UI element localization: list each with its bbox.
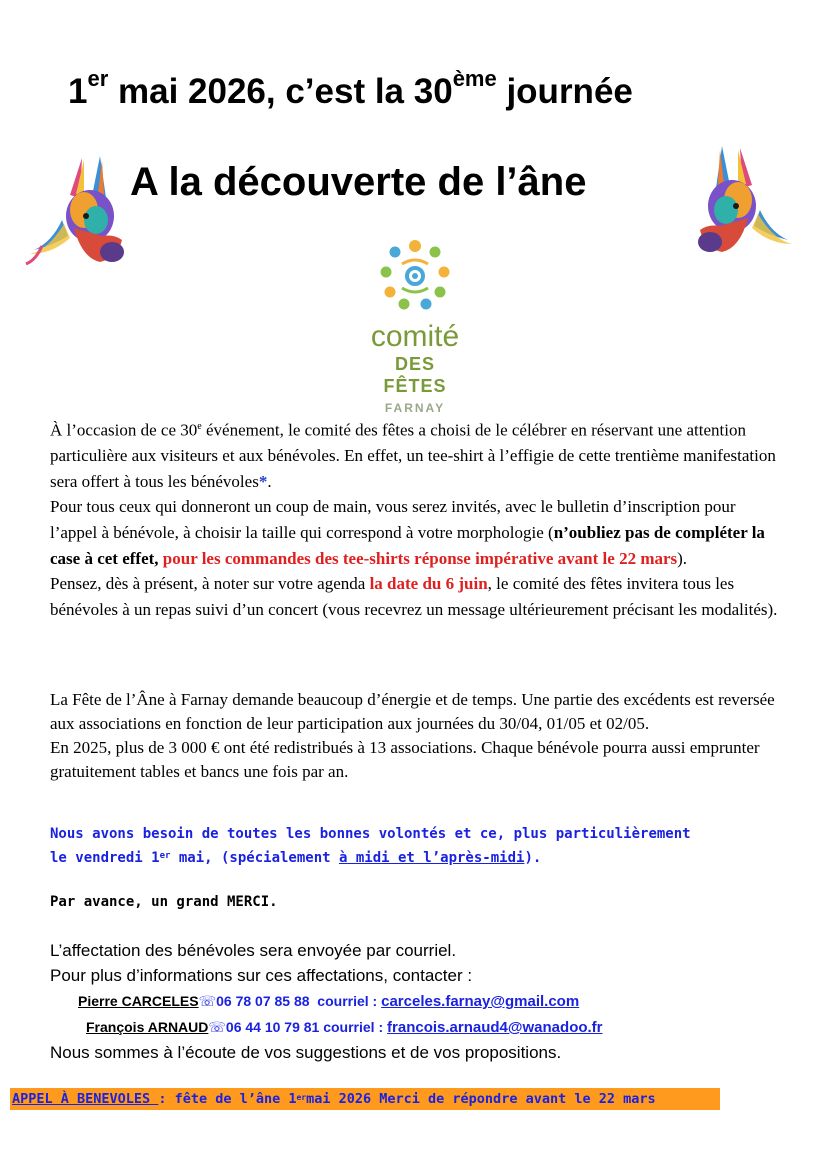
paragraph-redistribution: En 2025, plus de 3 000 € ont été redistribués à 13 associations. Chaque bénévole pourra aussi emprunter gratuitement tables et bancs une fois par an. bbox=[50, 738, 760, 781]
donkey-illustration-left bbox=[22, 150, 132, 270]
contact-email-link[interactable]: francois.arnaud4@wanadoo.fr bbox=[387, 1019, 603, 1036]
paragraph-agenda: Pensez, dès à présent, à noter sur votre agenda la date du 6 juin, le comité des fêtes invitera tous les bénévoles à un repas suivi d’un concert (vous recevrez un message ultérieurement précisant les modalités). bbox=[50, 574, 778, 619]
closing-text: Nous sommes à l’écoute de vos suggestions et de vos propositions. bbox=[50, 1043, 562, 1062]
logo-word-comite: comité bbox=[370, 320, 460, 353]
volunteer-form-link[interactable]: APPEL À BENEVOLES bbox=[12, 1091, 159, 1107]
contact-phone[interactable]: 06 44 10 79 81 bbox=[225, 1019, 320, 1035]
thanks-text: Par avance, un grand MERCI. bbox=[50, 894, 278, 910]
contact-name: François ARNAUD bbox=[86, 1019, 209, 1035]
logo-word-des-fetes: DES FÊTES bbox=[383, 354, 447, 396]
paragraph-inscription: Pour tous ceux qui donneront un coup de main, vous serez invités, avec le bulletin d’inscription pour l’appel à bénévole, à choisir la taille qui correspond à votre morphologie (n’oubliez pas de compléter la case à cet effet, pour les commandes des tee-shirts réponse impérative avant le 22 mars). bbox=[50, 497, 765, 568]
volunteer-call-line2: le vendredi 1er mai, (spécialement à midi et l’après-midi). bbox=[50, 850, 542, 866]
page-title: 1er mai 2026, c’est la 30ème journée bbox=[68, 66, 633, 111]
logo-word-farnay: FARNAY bbox=[384, 401, 446, 415]
contact-row bbox=[50, 988, 603, 1014]
contact-row bbox=[50, 1014, 603, 1040]
email-label: courriel : bbox=[319, 1019, 388, 1035]
footer-banner: APPEL À BENEVOLES : fête de l’âne 1ermai 2026 Merci de répondre avant le 22 mars bbox=[10, 1088, 720, 1110]
phone-icon: ☏ bbox=[208, 1019, 226, 1035]
volunteer-call bbox=[50, 822, 691, 870]
contacts-block bbox=[50, 938, 603, 1065]
volunteer-call-line1: Nous avons besoin de toutes les bonnes volontés et ce, plus particulièrement bbox=[50, 826, 691, 842]
comite-logo-mark bbox=[380, 238, 450, 314]
main-text bbox=[50, 414, 785, 622]
email-label: courriel : bbox=[309, 993, 382, 1009]
phone-icon: ☏ bbox=[198, 993, 217, 1009]
associations-text bbox=[50, 688, 785, 784]
paragraph-tshirt: À l’occasion de ce 30e événement, le comité des fêtes a choisi de le célébrer en réservant une attention particulière aux visiteurs et aux bénévoles. En effet, un tee-shirt à l’effigie de cette trentième manifestation sera offert à tous les bénévoles*. bbox=[50, 420, 776, 491]
contact-email-link[interactable]: carceles.farnay@gmail.com bbox=[381, 993, 580, 1010]
contact-intro: Pour plus d’informations sur ces affectations, contacter : bbox=[50, 966, 473, 985]
donkey-illustration-right bbox=[690, 140, 800, 260]
page-subtitle: A la découverte de l’âne bbox=[130, 160, 587, 204]
assignment-info: L’affectation des bénévoles sera envoyée par courriel. bbox=[50, 941, 457, 960]
paragraph-energie: La Fête de l’Âne à Farnay demande beaucoup d’énergie et de temps. Une partie des excédents est reversée aux associations en fonction de leur participation aux journées du 30/04, 01/05 et 02/05. bbox=[50, 690, 775, 733]
contact-phone[interactable]: 06 78 07 85 88 bbox=[216, 993, 310, 1009]
contact-name: Pierre CARCELES bbox=[78, 993, 199, 1009]
comite-logo bbox=[362, 238, 468, 415]
